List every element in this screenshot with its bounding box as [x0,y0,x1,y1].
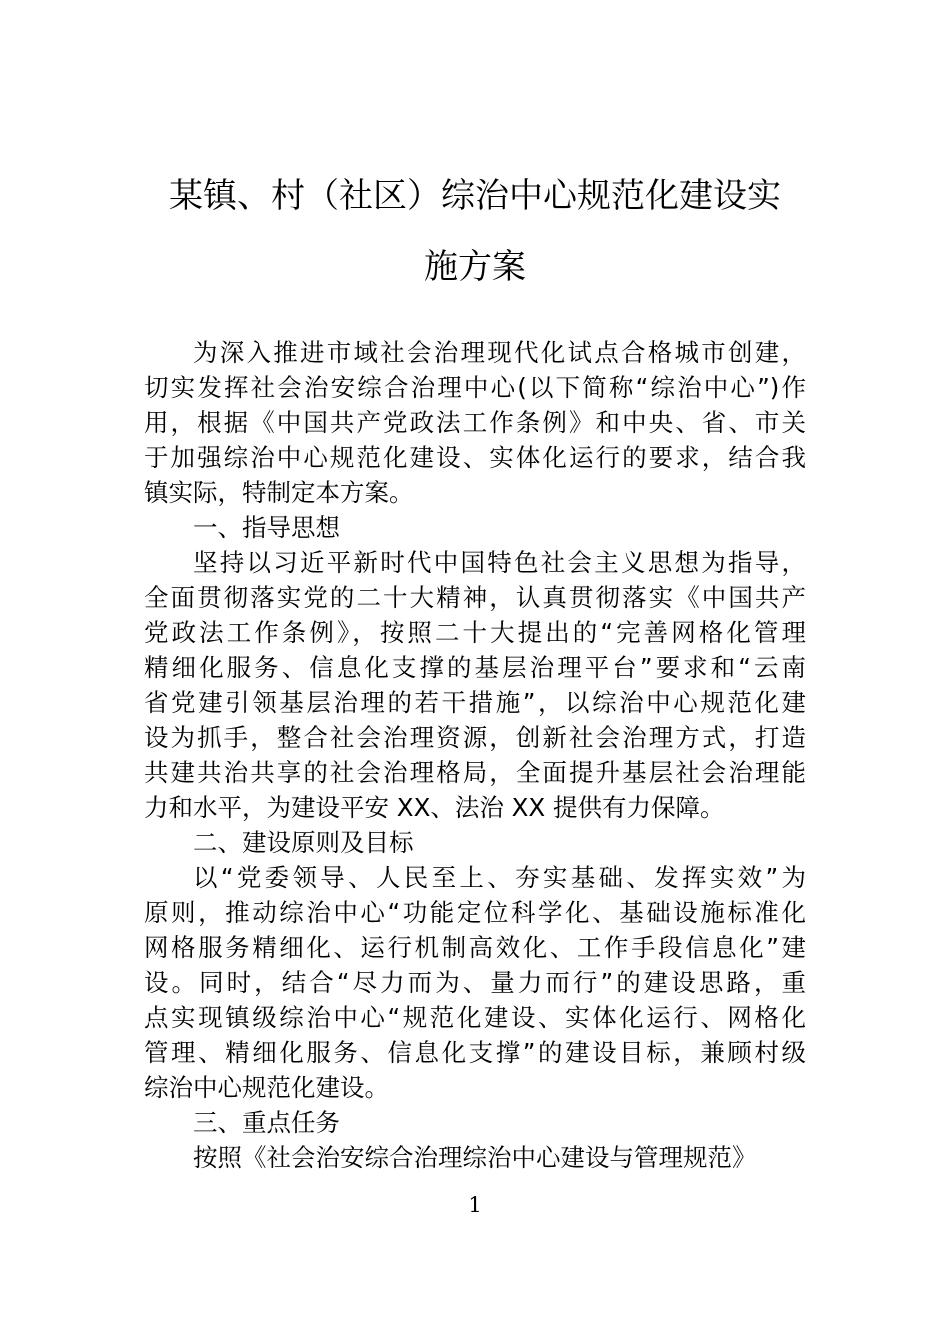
document-title-line-2: 施方案 [424,247,526,287]
paragraph-line: 精细化服务、信息化支撑的基层治理平台”要求和“云南 [144,653,806,682]
paragraph-line: 综治中心规范化建设。 [144,1073,389,1102]
paragraph-line: 力和水平，为建设平安 XX、法治 XX 提供有力保障。 [144,793,725,822]
paragraph-line: 于加强综治中心规范化建设、实体化运行的要求，结合我 [144,443,806,472]
section-heading-principles-goals: 二、建设原则及目标 [193,828,414,857]
paragraph-line: 原则，推动综治中心“功能定位科学化、基础设施标准化 [144,898,806,927]
paragraph-line: 以“党委领导、人民至上、夯实基础、发挥实效”为 [193,863,806,892]
document-title-line-1: 某镇、村（社区）综治中心规范化建设实 [169,176,781,216]
paragraph-line: 坚持以习近平新时代中国特色社会主义思想为指导， [193,548,806,577]
paragraph-line: 用，根据《中国共产党政法工作条例》和中央、省、市关 [144,408,806,437]
paragraph-line: 全面贯彻落实党的二十大精神，认真贯彻落实《中国共产 [144,583,806,612]
paragraph-line: 省党建引领基层治理的若干措施”，以综治中心规范化建 [144,688,806,717]
paragraph-line: 党政法工作条例》，按照二十大提出的“完善网格化管理 [144,618,806,647]
section-heading-key-tasks: 三、重点任务 [193,1108,340,1137]
paragraph-line: 按照《社会治安综合治理综治中心建设与管理规范》 [193,1143,757,1172]
paragraph-line: 为深入推进市域社会治理现代化试点合格城市创建， [193,338,806,367]
paragraph-line: 网格服务精细化、运行机制高效化、工作手段信息化”建 [144,933,806,962]
paragraph-line: 点实现镇级综治中心“规范化建设、实体化运行、网格化 [144,1003,806,1032]
paragraph-line: 共建共治共享的社会治理格局，全面提升基层社会治理能 [144,758,806,787]
page-number: 1 [468,1193,482,1217]
paragraph-line: 镇实际，特制定本方案。 [144,478,414,507]
paragraph-line: 设。同时，结合“尽力而为、量力而行”的建设思路，重 [144,968,806,997]
paragraph-line: 管理、精细化服务、信息化支撑”的建设目标，兼顾村级 [144,1038,806,1067]
paragraph-line: 设为抓手，整合社会治理资源，创新社会治理方式，打造 [144,723,806,752]
section-heading-guiding-ideology: 一、指导思想 [193,513,340,542]
paragraph-line: 切实发挥社会治安综合治理中心(以下简称“综治中心”)作 [144,373,806,402]
